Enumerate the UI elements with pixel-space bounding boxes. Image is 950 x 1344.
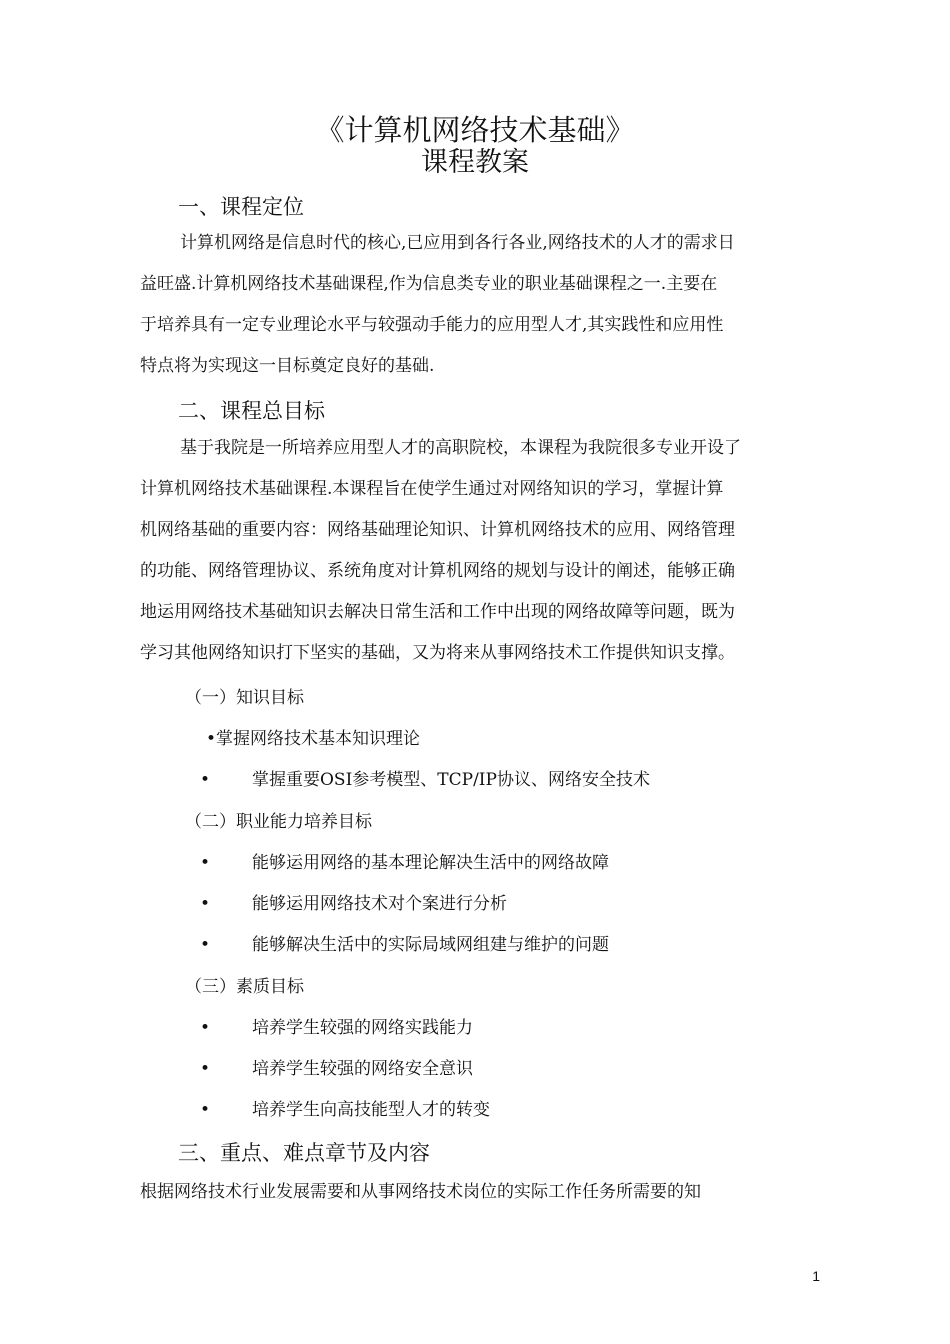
document-title: 《计算机网络技术基础》	[315, 113, 635, 147]
section3-heading: 三、重点、难点章节及内容	[178, 1141, 430, 1165]
list-item-text: 能够运用网络的基本理论解决生活中的网络故障	[252, 853, 609, 873]
paragraph-line: 基于我院是一所培养应用型人才的高职院校，本课程为我院很多专业开设了	[180, 438, 741, 458]
bullet-icon: •	[200, 853, 211, 873]
list-item-text: 掌握重要OSI参考模型、TCP/IP协议、网络安全技术	[252, 770, 650, 790]
list-item-text: 掌握网络技术基本知识理论	[216, 729, 420, 749]
bullet-icon: •	[206, 729, 217, 749]
paragraph-line: 益旺盛.计算机网络技术基础课程,作为信息类专业的职业基础课程之一.主要在	[140, 274, 718, 294]
subsection-heading-quality: （三）素质目标	[185, 977, 304, 997]
section1-heading: 一、课程定位	[178, 195, 304, 219]
page-number: 1	[812, 1268, 820, 1284]
list-item	[200, 892, 507, 916]
list-item-text: 培养学生较强的网络安全意识	[252, 1059, 473, 1079]
document-subtitle: 课程教案	[421, 147, 529, 178]
list-item-text: 能够解决生活中的实际局域网组建与维护的问题	[252, 935, 609, 955]
bullet-icon: •	[200, 1059, 211, 1079]
paragraph-line: 于培养具有一定专业理论水平与较强动手能力的应用型人才,其实践性和应用性	[140, 315, 724, 335]
paragraph-line: 计算机网络技术基础课程.本课程旨在使学生通过对网络知识的学习，掌握计算	[140, 479, 724, 499]
section1-paragraph	[140, 223, 812, 387]
paragraph-line: 学习其他网络知识打下坚实的基础，又为将来从事网络技术工作提供知识支撑。	[140, 643, 735, 663]
section3-paragraph	[140, 1172, 812, 1213]
list-item	[200, 768, 650, 792]
list-item	[200, 851, 609, 875]
bullet-icon: •	[200, 894, 211, 914]
list-item	[200, 1016, 473, 1040]
list-item-text: 培养学生向高技能型人才的转变	[252, 1100, 490, 1120]
paragraph-line: 计算机网络是信息时代的核心,已应用到各行各业,网络技术的人才的需求日	[180, 233, 735, 253]
list-item	[206, 727, 420, 751]
list-item-text: 培养学生较强的网络实践能力	[252, 1018, 473, 1038]
bullet-icon: •	[200, 1100, 211, 1120]
bullet-icon: •	[200, 935, 211, 955]
bullet-icon: •	[200, 1018, 211, 1038]
subsection-heading-knowledge: （一）知识目标	[185, 688, 304, 708]
list-item	[200, 1057, 473, 1081]
paragraph-line: 机网络基础的重要内容：网络基础理论知识、计算机网络技术的应用、网络管理	[140, 520, 735, 540]
paragraph-line: 的功能、网络管理协议、系统角度对计算机网络的规划与设计的阐述，能够正确	[140, 561, 735, 581]
list-item-text: 能够运用网络技术对个案进行分析	[252, 894, 507, 914]
section2-paragraph	[140, 428, 812, 674]
list-item	[200, 1098, 490, 1122]
subsection-heading-ability: （二）职业能力培养目标	[185, 812, 372, 832]
section2-heading: 二、课程总目标	[178, 399, 325, 423]
paragraph-line: 地运用网络技术基础知识去解决日常生活和工作中出现的网络故障等问题，既为	[140, 602, 735, 622]
paragraph-line: 特点将为实现这一目标奠定良好的基础.	[140, 356, 435, 376]
paragraph-line: 根据网络技术行业发展需要和从事网络技术岗位的实际工作任务所需要的知	[140, 1182, 701, 1202]
bullet-icon: •	[200, 770, 211, 790]
list-item	[200, 933, 609, 957]
